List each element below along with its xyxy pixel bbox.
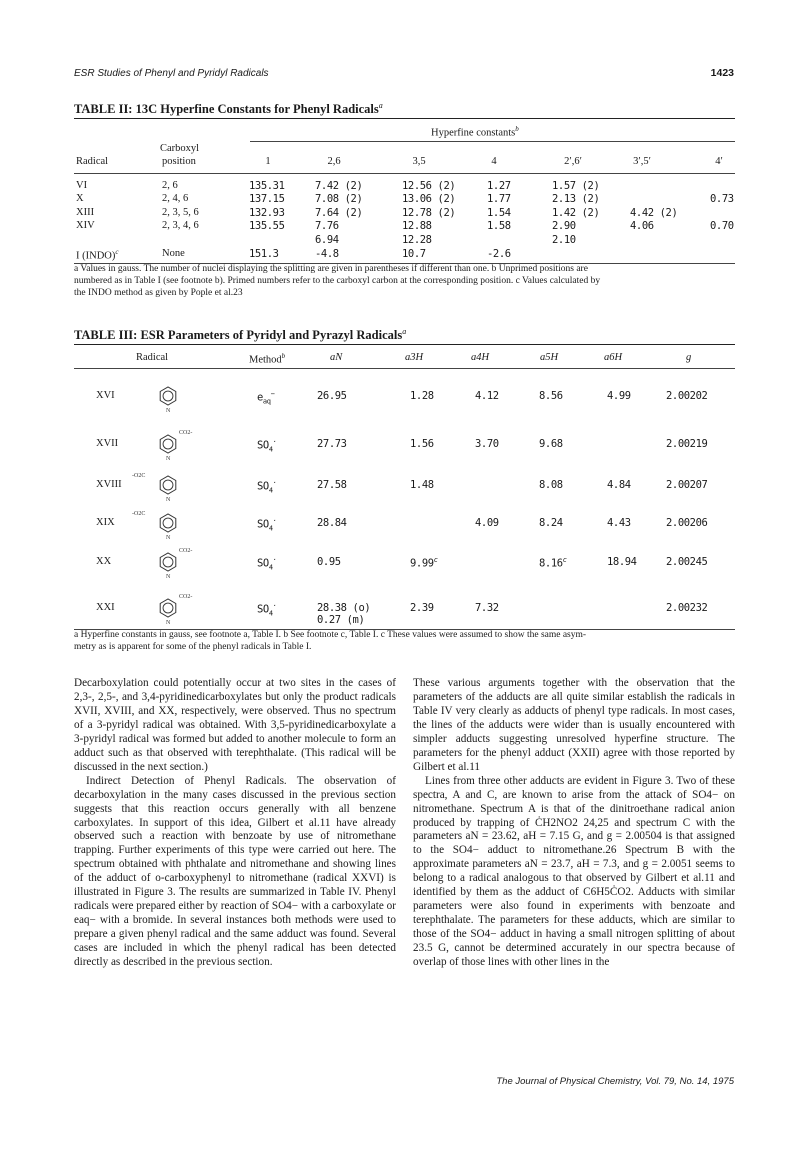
table3-cell-aN: 0.95 bbox=[317, 556, 341, 568]
table2-col-head: 4 bbox=[491, 156, 497, 167]
radical-structure-XVI bbox=[150, 376, 200, 416]
paragraph: Indirect Detection of Phenyl Radicals. The observation of decarboxylation in the many cases discussed in the previous section suggests that this reaction occurs generally with all benzene carboxylates. In support of this idea, Gilbert et al.11 have already observed such a reaction with benzoate by use of nitromethane trapping. Further experiments of this type were carried out here. The spectrum obtained with phthalate and nitromethane and showing lines of the adduct of o-carboxyphenyl to nitromethane (radical XXVI) is illustrated in Figure 3. The results are summarized in Table IV. Phenyl radicals were prepared either by reaction of SO4− with a carboxylate or eaq− with a bromide. In several instances both methods were used to prepare a given phenyl radical and the same adduct was found. Several cases are included in which the phenyl radical has been detected directly as described in the previous section. bbox=[74, 774, 396, 969]
table3-col-head: g bbox=[686, 352, 692, 363]
table3-cell-method: $SO_4^\cdot$ bbox=[257, 479, 277, 495]
table2-cell-c35: 13.06 (2) bbox=[402, 193, 456, 205]
ring-bond bbox=[160, 553, 176, 571]
table3-footnote-1: a Hyperfine constants in gauss, see footnote a, Table I. b See footnote c, Table I. c These values were assumed to show the same asym- bbox=[74, 630, 587, 640]
table2-col-radical: Radical bbox=[76, 156, 109, 167]
table2-cell-p26: 1.57 (2) bbox=[552, 180, 600, 192]
table3-cell-a5: 8.24 bbox=[539, 517, 563, 529]
body-column-right bbox=[413, 677, 735, 970]
table3-cell-method: $SO_4^\cdot$ bbox=[257, 602, 277, 618]
table3-cell-a4: 4.09 bbox=[475, 517, 499, 529]
table3-cell-aN: 28.84 bbox=[317, 517, 347, 529]
table3-head-rule bbox=[74, 368, 735, 369]
table2-cell-radical: XIII bbox=[76, 207, 95, 218]
table2-top-rule bbox=[74, 118, 735, 119]
table3-cell-a5: 8.08 bbox=[539, 479, 563, 491]
ring-bond bbox=[160, 514, 176, 532]
table3-cell-a5: 8.56 bbox=[539, 390, 563, 402]
table2-cell-c26: 7.64 (2) bbox=[315, 207, 363, 219]
radical-structure-XX bbox=[150, 542, 200, 582]
table3-col-head: a4H bbox=[471, 352, 490, 363]
table3-cell-a4: 4.12 bbox=[475, 390, 499, 402]
table3-cell-a5: 9.68 bbox=[539, 438, 563, 450]
table3-cell-g: 2.00206 bbox=[666, 517, 708, 529]
table3-cell-aN: 26.95 bbox=[317, 390, 347, 402]
table3-cell-g: 2.00219 bbox=[666, 438, 708, 450]
table2-cell-c26: -4.8 bbox=[315, 248, 339, 260]
table2-cell-p26: 2.90 bbox=[552, 220, 576, 232]
aromatic-circle bbox=[163, 603, 173, 613]
table2-cell-c35: 12.56 (2) bbox=[402, 180, 456, 192]
table2-col-carboxyl-2: position bbox=[162, 156, 196, 167]
table3-cell-aN: 27.73 bbox=[317, 438, 347, 450]
page-number: 1423 bbox=[710, 67, 734, 79]
table2-cell-c4: 1.54 bbox=[487, 207, 511, 219]
ring-bond bbox=[160, 387, 176, 405]
table3-caption-text: TABLE III: ESR Parameters of Pyridyl and Pyrazyl Radicals bbox=[74, 328, 403, 343]
table3-cell-g: 2.00232 bbox=[666, 602, 708, 614]
table2-cell-c4: 1.58 bbox=[487, 220, 511, 232]
table2-cell-c35: 12.88 bbox=[402, 220, 432, 232]
table2-cell-radical: X bbox=[76, 193, 84, 204]
table2-cell-c26: 7.08 (2) bbox=[315, 193, 363, 205]
table2-cell-p35: 4.42 (2) bbox=[630, 207, 678, 219]
table2-cell-radical: VI bbox=[76, 180, 88, 191]
table2-cell-c26: 6.94 bbox=[315, 234, 339, 246]
table2-cell-c1: 137.15 bbox=[249, 193, 285, 205]
table3-cell-aN: 27.58 bbox=[317, 479, 347, 491]
table3-cell-a6: 4.99 bbox=[607, 390, 631, 402]
table3-cell-radical: XVII bbox=[96, 438, 119, 449]
aromatic-circle bbox=[163, 557, 173, 567]
journal-footer: The Journal of Physical Chemistry, Vol. 79, No. 14, 1975 bbox=[496, 1076, 734, 1087]
table2-footnote-2: numbered as in Table I (see footnote b). Primed numbers refer to the carboxyl carbon at the corresponding position. c Values calculated by bbox=[74, 276, 601, 286]
body-column-left bbox=[74, 677, 396, 970]
table3-cell-a5: 8.16$^c$ bbox=[539, 556, 567, 570]
table3-cell-a4: 7.32 bbox=[475, 602, 499, 614]
table3-cell-radical: XIX bbox=[96, 517, 115, 528]
table3-cell-radical: XXI bbox=[96, 602, 115, 613]
table3-cell-aN-meta: 0.27 (m) bbox=[317, 614, 365, 626]
table2-col-head: 3′,5′ bbox=[633, 156, 651, 167]
carboxylate-label: CO2- bbox=[179, 594, 193, 600]
aromatic-circle bbox=[163, 480, 173, 490]
nitrogen-label: N bbox=[166, 497, 171, 503]
table3-cell-method: $SO_4^\cdot$ bbox=[257, 556, 277, 572]
table2-footnote-1: a Values in gauss. The number of nuclei displaying the splitting are given in parentheses if different than one. b Unprimed positions are bbox=[74, 264, 588, 274]
ring-bond bbox=[160, 476, 176, 494]
table2-cell-radical: I (INDO)$^c$ bbox=[76, 248, 119, 262]
paragraph: These various arguments together with the observation that the parameters of the adducts are all quite similar establish the radicals in Table IV very clearly as adducts of phenyl type radicals. In most cases, the lines of the adducts were wider than is usually encountered with simpler adducts suggesting unresolved hyperfine structure. The parameters for the phenyl adduct (XXII) agree with those reported by Gilbert et al.11 bbox=[413, 677, 735, 773]
table2-cell-c26: 7.76 bbox=[315, 220, 339, 232]
table3-cell-a4: 3.70 bbox=[475, 438, 499, 450]
table3-cell-a3: 9.99$^c$ bbox=[410, 556, 438, 570]
table3-cell-a6: 4.84 bbox=[607, 479, 631, 491]
table2-footnote-3: the INDO method as given by Pople et al.23 bbox=[74, 288, 243, 298]
table3-col-head: aN bbox=[330, 352, 343, 363]
table2-cell-c35: 12.78 (2) bbox=[402, 207, 456, 219]
table2-caption-text: TABLE II: 13C Hyperfine Constants for Phenyl Radicals bbox=[74, 102, 379, 117]
table2-cell-c1: 151.3 bbox=[249, 248, 279, 260]
table2-col-carboxyl-1: Carboxyl bbox=[160, 143, 200, 154]
table3-cell-a3: 1.28 bbox=[410, 390, 434, 402]
running-title: ESR Studies of Phenyl and Pyridyl Radicals bbox=[74, 68, 269, 79]
table3-cell-a6: 18.94 bbox=[607, 556, 637, 568]
table2-cell-p35: 4.06 bbox=[630, 220, 654, 232]
aromatic-circle bbox=[163, 518, 173, 528]
table2-spanner-rule bbox=[250, 141, 735, 142]
table2-cell-c35: 12.28 bbox=[402, 234, 432, 246]
table3-cell-a3: 1.56 bbox=[410, 438, 434, 450]
table3-col-head: Radical bbox=[136, 352, 169, 363]
table2-cell-c1: 132.93 bbox=[249, 207, 285, 219]
table2-col-head: 4′ bbox=[715, 156, 723, 167]
table2-cell-p26: 1.42 (2) bbox=[552, 207, 600, 219]
table2-cell-radical: XIV bbox=[76, 220, 95, 231]
aromatic-circle bbox=[163, 439, 173, 449]
table2-spanner: Hyperfine constants$^b$ bbox=[431, 125, 519, 139]
nitrogen-label: N bbox=[166, 574, 171, 580]
table2-cell-p4: 0.70 bbox=[710, 220, 734, 232]
carboxylate-label: CO2- bbox=[179, 430, 193, 436]
table2-cell-c4: 1.27 bbox=[487, 180, 511, 192]
carboxylate-label: -O2C bbox=[132, 511, 146, 517]
table3-cell-a3: 1.48 bbox=[410, 479, 434, 491]
table2-col-head: 2′,6′ bbox=[564, 156, 582, 167]
table3-cell-method: $e_{aq}^-$ bbox=[257, 390, 275, 406]
carboxylate-label: CO2- bbox=[179, 548, 193, 554]
radical-structure-XVIII bbox=[132, 465, 200, 505]
table2-head-rule bbox=[74, 173, 735, 174]
table2-cell-pos: 2, 4, 6 bbox=[162, 193, 189, 204]
table2-cell-c1: 135.31 bbox=[249, 180, 285, 192]
radical-structure-XVII bbox=[150, 424, 200, 464]
table3-cell-aN: 28.38 (o) bbox=[317, 602, 371, 614]
table3-cell-a3: 2.39 bbox=[410, 602, 434, 614]
table3-col-head: a3H bbox=[405, 352, 424, 363]
table3-footnote-2: metry as is apparent for some of the phenyl radicals in Table I. bbox=[74, 642, 312, 652]
table3-col-head: a6H bbox=[604, 352, 623, 363]
table2-cell-c4: -2.6 bbox=[487, 248, 511, 260]
table3-col-head: a5H bbox=[540, 352, 559, 363]
table2-cell-c26: 7.42 (2) bbox=[315, 180, 363, 192]
table2-cell-p26: 2.13 (2) bbox=[552, 193, 600, 205]
nitrogen-label: N bbox=[166, 620, 171, 626]
table3-cell-radical: XVIII bbox=[96, 479, 122, 490]
ring-bond bbox=[160, 435, 176, 453]
table2-cell-pos: None bbox=[162, 248, 185, 259]
table3-cell-radical: XVI bbox=[96, 390, 115, 401]
table3-cell-method: $SO_4^\cdot$ bbox=[257, 517, 277, 533]
carboxylate-label: -O2C bbox=[132, 473, 146, 479]
ring-bond bbox=[160, 599, 176, 617]
table3-caption: TABLE III: ESR Parameters of Pyridyl and Pyrazyl Radicals$^a$ bbox=[74, 327, 407, 343]
paragraph: Lines from three other adducts are evident in Figure 3. Two of these spectra, A and C, are known to arise from the attack of SO4− on nitromethane. Spectrum A is that of the dinitroethane radical anion produced by trapping of ĊH2NO2 24,25 and spectrum C with the parameters aN = 23.62, aH = 7.15 G, and g = 2.00504 is that assigned to the SO4− adduct to nitromethane.26 Spectrum B with the approximate parameters aN = 23.7, aH = 7.3, and g = 2.0051 seems to belong to a radical analogous to that observed by Gilbert et al.11 and identified by them as the adduct of C6H5ĊO2. Adducts with similar parameters were also found in experiments with benzoate and terephthalate. The parameters for these adducts, which are similar to those of the SO4− adduct in having a small nitrogen splitting of about 23.5 G, cannot be determined accurately in our spectra because of overlap of those lines with other lines in the bbox=[413, 774, 735, 969]
table2-caption: TABLE II: 13C Hyperfine Constants for Phenyl Radicals$^a$ bbox=[74, 101, 383, 117]
table3-cell-g: 2.00245 bbox=[666, 556, 708, 568]
table2-col-head: 2,6 bbox=[327, 156, 341, 167]
table3-cell-method: $SO_4^\cdot$ bbox=[257, 438, 277, 454]
table3-cell-radical: XX bbox=[96, 556, 112, 567]
nitrogen-label: N bbox=[166, 456, 171, 462]
table2-cell-c35: 10.7 bbox=[402, 248, 426, 260]
table2-cell-pos: 2, 3, 4, 6 bbox=[162, 220, 199, 231]
table3-cell-g: 2.00207 bbox=[666, 479, 708, 491]
table3-cell-a6: 4.43 bbox=[607, 517, 631, 529]
table2-cell-c1: 135.55 bbox=[249, 220, 285, 232]
radical-structure-XXI bbox=[150, 588, 200, 628]
aromatic-circle bbox=[163, 391, 173, 401]
nitrogen-label: N bbox=[166, 535, 171, 541]
table2-cell-c4: 1.77 bbox=[487, 193, 511, 205]
nitrogen-label: N bbox=[166, 408, 171, 414]
radical-structure-XIX bbox=[132, 503, 200, 543]
table2-cell-pos: 2, 6 bbox=[162, 180, 178, 191]
table2-cell-p4: 0.73 bbox=[710, 193, 734, 205]
table3-col-head: Method$^b$ bbox=[249, 352, 286, 366]
table2-col-head: 3,5 bbox=[412, 156, 426, 167]
table2-cell-pos: 2, 3, 5, 6 bbox=[162, 207, 199, 218]
paragraph: Decarboxylation could potentially occur at two sites in the cases of 2,3-, 2,5-, and 3,4-pyridinedicarboxylates but only the product radicals XVII, XVIII, and XX, respectively, were observed. Thus no spectrum of a 3-pyridyl radical was obtained. With 3,5-pyridinedicarboxylate a 3-pyridyl radical was formed but added to another molecule to form an adduct such as that observed with terephthalate. (This radical will be discussed in the next section.) bbox=[74, 677, 396, 773]
table2-col-head: 1 bbox=[265, 156, 271, 167]
table2-cell-p26: 2.10 bbox=[552, 234, 576, 246]
table3-cell-g: 2.00202 bbox=[666, 390, 708, 402]
table3-top-rule bbox=[74, 344, 735, 345]
